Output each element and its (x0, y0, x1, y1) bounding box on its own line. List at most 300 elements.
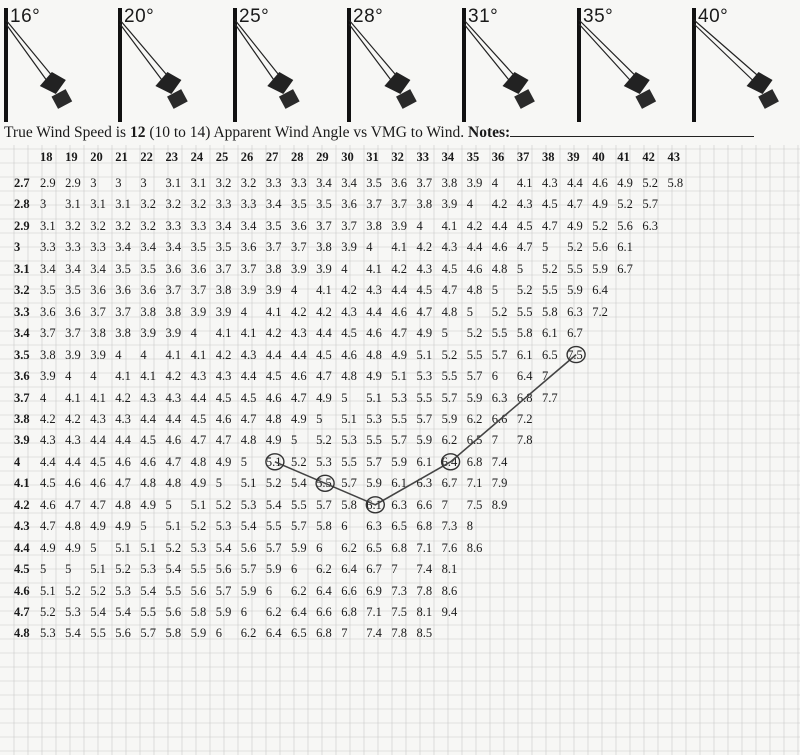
table-cell: 5.8 (341, 497, 357, 512)
row-header: 4 (14, 454, 21, 469)
table-cell: 5.3 (316, 454, 332, 469)
table-cell: 4.9 (90, 519, 106, 534)
table-cell: 7.5 (391, 605, 408, 619)
table-cell: 4.8 (466, 283, 483, 298)
table-cell: 7 (441, 497, 448, 512)
table-cell: 6.7 (441, 476, 458, 491)
table-cell: 5.3 (391, 390, 408, 405)
table-cell: 6.2 (265, 605, 282, 619)
table-cell: 3.2 (65, 218, 81, 233)
table-cell: 4.8 (190, 454, 207, 469)
column-header: 24 (190, 150, 204, 164)
table-cell: 3.7 (366, 197, 382, 212)
table-cell: 4.2 (391, 261, 408, 276)
table-cell: 4 (240, 304, 248, 319)
table-cell: 5.5 (165, 583, 182, 598)
table-cell: 5.1 (140, 540, 157, 555)
row-header: 3.6 (14, 369, 30, 384)
table-cell: 4.6 (140, 454, 157, 469)
table-cell: 5.2 (65, 583, 81, 598)
table-cell: 4.5 (441, 261, 458, 276)
table-cell: 5.1 (366, 390, 382, 405)
table-cell: 5.8 (542, 304, 558, 319)
table-cell: 3.5 (40, 283, 56, 298)
table-cell: 5 (491, 283, 499, 298)
table-cell: 4.3 (366, 283, 382, 298)
table-cell: 5.3 (190, 540, 207, 555)
table-cell: 3.9 (341, 240, 357, 255)
row-header: 4.2 (14, 497, 30, 512)
table-cell: 4.4 (90, 433, 106, 448)
angle-diagram (4, 8, 116, 122)
row-header: 4.7 (14, 605, 30, 619)
table-cell: 4.9 (416, 326, 433, 341)
table-cell: 3.4 (40, 261, 56, 276)
table-cell: 5.9 (265, 562, 282, 577)
table-cell: 4.2 (65, 411, 81, 426)
table-cell: 4.6 (115, 454, 131, 469)
table-cell: 3.8 (366, 218, 382, 233)
table-cell: 5.7 (265, 540, 282, 555)
table-cell: 4.3 (542, 176, 558, 190)
table-cell: 4.8 (491, 261, 508, 276)
table-cell: 4.9 (567, 218, 583, 233)
table-cell: 7 (391, 562, 398, 577)
table-cell: 5.2 (115, 562, 131, 577)
table-cell: 4.7 (542, 218, 558, 233)
table-cell: 3.5 (291, 197, 307, 212)
table-cell: 5.5 (516, 304, 533, 319)
table-cell: 3.4 (341, 176, 357, 190)
table-cell: 4.8 (165, 476, 182, 491)
table-cell: 8.6 (441, 583, 458, 598)
table-cell: 4.8 (115, 497, 131, 512)
column-header: 43 (667, 150, 680, 164)
table-cell: 3.6 (140, 283, 157, 298)
table-cell: 6.8 (391, 540, 408, 555)
table-cell: 6.6 (341, 583, 357, 598)
table-cell: 7.8 (391, 626, 408, 641)
table-cell: 6.9 (366, 583, 382, 598)
column-header: 31 (366, 150, 379, 164)
table-cell: 3.4 (265, 197, 282, 212)
table-cell: 4.2 (215, 347, 232, 362)
grid-lines (0, 145, 800, 755)
table-cell: 4.7 (165, 454, 182, 469)
column-header: 39 (567, 150, 580, 164)
table-cell: 3.9 (140, 326, 157, 341)
table-cell: 4.5 (341, 326, 357, 341)
column-header: 28 (291, 150, 304, 164)
table-cell: 4.5 (215, 390, 232, 405)
table-cell: 3.5 (316, 197, 332, 212)
table-cell: 4.6 (90, 476, 106, 491)
table-cell: 4.9 (592, 197, 608, 212)
table-cell: 7 (341, 626, 348, 641)
table-cell: 4 (366, 240, 373, 255)
table-cell: 5.6 (165, 605, 182, 619)
table-cell: 4 (190, 326, 197, 341)
table-cell: 3.2 (140, 197, 157, 212)
table-cell: 4.5 (40, 476, 56, 491)
table-cell: 7.1 (416, 540, 433, 555)
table-cell: 4 (140, 347, 147, 362)
table-cell: 4.6 (215, 411, 232, 426)
table-cell: 3.8 (316, 240, 332, 255)
table-cell: 3.9 (391, 218, 408, 233)
table-cell: 4.4 (65, 454, 81, 469)
table-cell: 3.8 (215, 283, 232, 298)
boat-angle-diagrams (0, 0, 800, 122)
table-cell: 5 (165, 497, 172, 512)
table-cell: 3.9 (90, 347, 106, 362)
table-cell: 3.6 (65, 304, 81, 319)
table-cell: 3.9 (240, 283, 257, 298)
table-cell: 4.3 (115, 411, 131, 426)
table-cell: 4.7 (115, 476, 131, 491)
table-cell: 4.4 (240, 369, 257, 384)
row-header: 3 (14, 240, 21, 255)
table-cell: 5.3 (215, 519, 232, 534)
table-cell: 5.5 (567, 261, 583, 276)
column-header: 29 (316, 150, 329, 164)
column-header: 18 (40, 150, 53, 164)
table-cell: 3.5 (140, 261, 157, 276)
angle-diagram (462, 8, 574, 122)
table-cell: 3.6 (40, 304, 56, 319)
table-cell: 3.5 (190, 240, 207, 255)
table-cell: 4.1 (391, 240, 408, 255)
column-header: 20 (90, 150, 103, 164)
table-cell: 5.7 (366, 454, 382, 469)
angle-label: 25° (239, 6, 270, 27)
table-cell: 5.3 (341, 433, 357, 448)
table-cell: 4.5 (140, 433, 157, 448)
row-header: 3.7 (14, 390, 30, 405)
table-cell: 7.7 (542, 390, 558, 405)
table-cell: 5.5 (316, 476, 332, 491)
table-cell: 5.1 (416, 347, 433, 362)
table-cell: 6.8 (316, 626, 332, 641)
table-cell: 5.3 (115, 583, 131, 598)
row-header: 4.1 (14, 476, 30, 491)
table-cell: 5.5 (391, 411, 408, 426)
table-title (4, 124, 754, 142)
angle-label: 20° (124, 6, 155, 27)
table-cell: 4.5 (190, 411, 207, 426)
sail-drawing (462, 8, 574, 122)
table-cell: 4.1 (265, 304, 282, 319)
table-cell: 3.9 (215, 304, 232, 319)
table-cell: 4.1 (140, 369, 157, 384)
table-cell: 6.3 (391, 497, 408, 512)
table-cell: 7.5 (466, 497, 483, 512)
table-cell: 3.9 (190, 304, 207, 319)
table-cell: 5.5 (416, 390, 433, 405)
table-cell: 6.2 (316, 562, 332, 577)
table-cell: 3.3 (165, 218, 182, 233)
table-cell: 5.8 (316, 519, 332, 534)
table-cell: 5.2 (516, 283, 533, 298)
table-cell: 5.7 (341, 476, 357, 491)
row-header: 3.3 (14, 304, 30, 319)
table-cell: 5.7 (215, 583, 232, 598)
angle-diagram (233, 8, 345, 122)
table-cell: 6 (265, 583, 273, 598)
column-header: 23 (165, 150, 178, 164)
table-cell: 4.6 (40, 497, 56, 512)
table-cell: 5.4 (215, 540, 232, 555)
table-cell: 5.1 (165, 519, 182, 534)
table-cell: 5.4 (165, 562, 182, 577)
table-cell: 5 (291, 433, 298, 448)
table-cell: 7.4 (366, 626, 382, 641)
table-cell: 3.8 (416, 197, 433, 212)
table-cell: 5.5 (140, 605, 157, 619)
table-cell: 4.1 (65, 390, 81, 405)
table-cell: 5.1 (40, 583, 56, 598)
table-cell: 5.4 (115, 605, 131, 619)
angle-label: 28° (353, 6, 384, 27)
table-cell: 5.8 (190, 605, 207, 619)
table-cell: 5.2 (165, 540, 182, 555)
column-header: 33 (416, 150, 429, 164)
table-cell: 5.7 (642, 197, 659, 212)
table-cell: 3.4 (165, 240, 182, 255)
table-cell: 4.9 (391, 347, 408, 362)
table-cell: 6.2 (240, 626, 257, 641)
table-cell: 5.7 (391, 433, 408, 448)
table-cell: 4.1 (316, 283, 332, 298)
table-cell: 6.5 (366, 540, 382, 555)
table-cell: 5.3 (65, 605, 81, 619)
table-cell: 4 (90, 369, 97, 384)
notes-label: Notes: (468, 124, 511, 141)
table-cell: 4.9 (316, 390, 332, 405)
table-cell: 3.4 (65, 261, 81, 276)
table-cell: 5.3 (416, 369, 433, 384)
table-cell: 5.9 (466, 390, 483, 405)
table-cell: 4.8 (140, 476, 157, 491)
table-cell: 3.3 (40, 240, 56, 255)
row-header: 3.1 (14, 261, 30, 276)
table-cell: 4.4 (391, 283, 408, 298)
table-cell: 5 (40, 562, 47, 577)
table-cell: 5.9 (240, 583, 257, 598)
angle-diagram (692, 8, 800, 122)
table-cell: 6.5 (291, 626, 307, 641)
table-cell: 3.4 (316, 176, 332, 190)
row-header: 4.3 (14, 519, 30, 534)
sail-drawing (118, 8, 230, 122)
table-cell: 3.5 (115, 261, 131, 276)
table-cell: 3 (140, 176, 147, 190)
angle-diagram (118, 8, 230, 122)
table-cell: 6.8 (516, 390, 533, 405)
table-cell: 7.4 (491, 454, 508, 469)
table-cell: 5.2 (642, 176, 659, 190)
table-cell: 5.8 (516, 326, 533, 341)
table-cell: 3 (90, 176, 97, 190)
table-cell: 3.9 (265, 283, 282, 298)
table-cell: 4.4 (190, 390, 207, 405)
table-cell: 4.2 (341, 283, 357, 298)
table-cell: 4 (416, 218, 423, 233)
table-cell: 4.2 (416, 240, 433, 255)
table-cell: 6 (291, 562, 298, 577)
table-cell: 5 (90, 540, 97, 555)
table-cell: 4.7 (567, 197, 583, 212)
table-cell: 7.1 (466, 476, 483, 491)
table-cell: 4 (291, 283, 298, 298)
angle-diagram (577, 8, 689, 122)
table-cell: 5.2 (291, 454, 307, 469)
table-cell: 3.7 (165, 283, 182, 298)
notes-field[interactable] (510, 124, 754, 137)
table-cell: 4.5 (542, 197, 558, 212)
table-cell: 3 (115, 176, 122, 190)
table-cell: 4.3 (165, 390, 182, 405)
table-cell: 4.6 (65, 476, 81, 491)
vmg-table (0, 145, 800, 755)
table-cell: 5.5 (542, 283, 558, 298)
table-cell: 5.1 (115, 540, 131, 555)
column-header: 38 (542, 150, 555, 164)
table-cell: 5.4 (140, 583, 157, 598)
table-cell: 5.3 (366, 411, 382, 426)
table-cell: 4.7 (516, 240, 533, 255)
table-cell: 4.5 (316, 347, 332, 362)
table-cell: 6.8 (416, 519, 433, 534)
table-cell: 5.2 (441, 347, 458, 362)
table-cell: 3.7 (391, 197, 408, 212)
table-cell: 7.6 (441, 540, 458, 555)
table-cell: 3.7 (90, 304, 106, 319)
table-cell: 3.6 (291, 218, 307, 233)
table-cell: 5.5 (90, 626, 106, 641)
table-cell: 3.9 (441, 197, 458, 212)
row-header: 3.4 (14, 326, 30, 341)
table-cell: 4.7 (240, 411, 257, 426)
table-cell: 4.1 (90, 390, 106, 405)
table-cell: 3.7 (291, 240, 307, 255)
table-cell: 5.6 (617, 218, 633, 233)
table-cell: 4.5 (265, 369, 282, 384)
table-cell: 5.4 (65, 626, 81, 641)
table-cell: 4.3 (416, 261, 433, 276)
table-cell: 4.6 (491, 240, 508, 255)
table-cell: 5.6 (592, 240, 608, 255)
angle-label: 31° (468, 6, 499, 27)
table-cell: 2.9 (40, 176, 56, 190)
table-cell: 4.1 (115, 369, 131, 384)
column-header: 21 (115, 150, 128, 164)
table-cell: 7.2 (592, 304, 608, 319)
row-header: 2.7 (14, 176, 30, 190)
table-cell: 4.8 (366, 347, 382, 362)
table-cell: 6.4 (316, 583, 332, 598)
table-cell: 5.7 (441, 390, 458, 405)
table-cell: 9.4 (441, 605, 458, 619)
table-cell: 3.7 (65, 326, 81, 341)
table-cell: 4.2 (316, 304, 332, 319)
table-cell: 6 (491, 369, 499, 384)
row-header: 4.8 (14, 626, 30, 641)
table-cell: 5.9 (366, 476, 382, 491)
table-cell: 7.2 (516, 411, 533, 426)
table-cell: 4.3 (40, 433, 56, 448)
table-cell: 4.7 (40, 519, 56, 534)
table-cell: 6.2 (341, 540, 357, 555)
table-cell: 4.4 (366, 304, 382, 319)
table-cell: 6.3 (491, 390, 508, 405)
table-cell: 5.9 (592, 261, 608, 276)
table-cell: 3.9 (316, 261, 332, 276)
table-cell: 6.8 (341, 605, 357, 619)
table-cell: 3.5 (65, 283, 81, 298)
table-cell: 6.7 (366, 562, 382, 577)
table-cell: 5.2 (215, 497, 232, 512)
table-cell: 4.7 (391, 326, 408, 341)
table-cell: 6.7 (567, 326, 583, 341)
table-cell: 3.8 (140, 304, 157, 319)
angle-label: 40° (698, 6, 729, 27)
table-cell: 3.1 (65, 197, 81, 212)
table-cell: 5.8 (667, 176, 684, 190)
table-cell: 7.8 (516, 433, 533, 448)
row-header: 2.9 (14, 218, 30, 233)
table-cell: 5.9 (215, 605, 232, 619)
table-cell: 3.5 (366, 176, 382, 190)
column-header: 27 (265, 150, 279, 164)
table-cell: 5.1 (391, 369, 408, 384)
table-cell: 5.9 (391, 454, 408, 469)
table-cell: 6.6 (491, 411, 508, 426)
row-header: 3.9 (14, 433, 30, 448)
table-cell: 3.7 (416, 176, 433, 190)
table-cell: 3.1 (190, 176, 207, 190)
table-cell: 4.3 (341, 304, 357, 319)
table-cell: 6.1 (542, 326, 558, 341)
table-cell: 3.8 (165, 304, 182, 319)
table-cell: 8.6 (466, 540, 483, 555)
table-cell: 4.9 (115, 519, 131, 534)
table-cell: 5.4 (291, 476, 307, 491)
table-cell: 6.2 (441, 433, 458, 448)
title-prefix: True Wind Speed is (4, 124, 130, 141)
table-cell: 3.4 (240, 218, 257, 233)
table-cell: 5.7 (466, 369, 483, 384)
table-cell: 5.9 (567, 283, 583, 298)
table-cell: 5 (341, 390, 348, 405)
table-cell: 4.6 (291, 369, 307, 384)
table-cell: 6 (341, 519, 348, 534)
table-cell: 5.2 (617, 197, 633, 212)
column-header: 40 (592, 150, 605, 164)
table-cell: 4.7 (190, 433, 207, 448)
table-cell: 4.4 (491, 218, 508, 233)
table-cell: 6.4 (441, 454, 458, 469)
table-cell: 3.1 (165, 176, 182, 190)
table-cell: 6.1 (366, 497, 382, 512)
table-cell: 2.9 (65, 176, 81, 190)
table-cell: 3.3 (291, 176, 307, 190)
table-cell: 4.3 (441, 240, 458, 255)
table-cell: 3.8 (265, 261, 282, 276)
table-cell: 6.1 (391, 476, 408, 491)
table-cell: 4.1 (516, 176, 533, 190)
table-cell: 4.4 (140, 411, 157, 426)
